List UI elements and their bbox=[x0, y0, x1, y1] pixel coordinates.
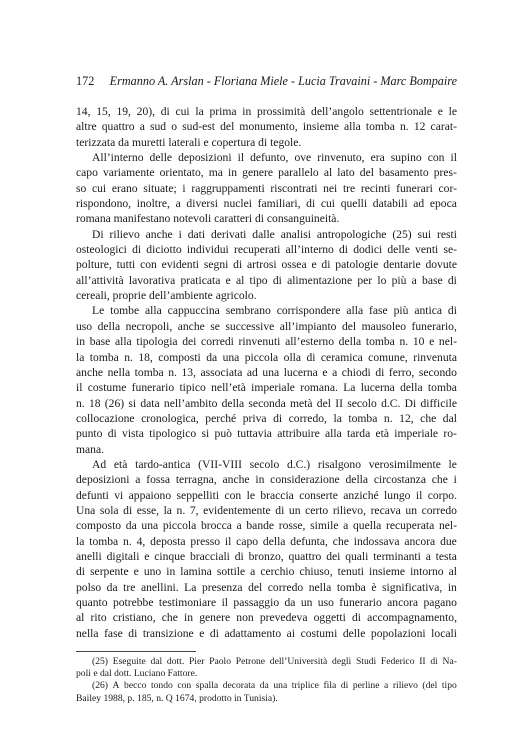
body-line: romana manifestano notevoli caratteri di consanguineità. bbox=[76, 212, 340, 226]
body-line: 14, 15, 19, 20), di cui la prima in prossimità dell’angolo settentrionale e le bbox=[76, 105, 457, 118]
body-line: Una sola di esse, la n. 7, evidentemente di un certo rilievo, recava un corredo bbox=[76, 503, 457, 517]
body-line: anelli digitali e cinque bracciali di bronzo, quattro dei quali terminanti a testa bbox=[76, 549, 457, 563]
body-line: Le tombe alla cappuccina sembrano corrispondere alla fase più antica di bbox=[92, 304, 457, 318]
body-text bbox=[76, 104, 457, 641]
body-line: composto da una piccola brocca a bande rosse, simile a quella recuperata nel- bbox=[76, 519, 457, 533]
body-line: so cui erano situate; i raggruppamenti riscontrati nei tre recinti funerari cor- bbox=[76, 181, 457, 195]
body-line: Di rilievo anche i dati derivati dalle analisi antropologiche (25) sui resti bbox=[92, 227, 457, 241]
body-line: nella fase di transizione e di adattamento ai costumi delle popolazioni locali bbox=[76, 626, 457, 640]
body-line: osteologici di diciotto individui recuperati all’interno di dodici delle venti se- bbox=[76, 243, 457, 257]
body-line: la tomba n. 4, deposta presso il capo della defunta, che indossava ancora due bbox=[76, 534, 457, 548]
footnote-line: Bailey 1988, p. 185, n. Q 1674, prodotto in Tunisia). bbox=[76, 692, 278, 704]
footnote-separator bbox=[76, 651, 196, 652]
body-line: polso da tre anellini. La presenza del corredo nella tomba è significativa, in bbox=[76, 580, 457, 594]
body-line: uso della necropoli, anche se successive all’impianto del mausoleo funerario, bbox=[76, 319, 457, 333]
page-number: 172 bbox=[76, 74, 95, 88]
body-line: anche nella tomba n. 13, associata ad una lucerna e a chiodi di ferro, secondo bbox=[76, 365, 457, 379]
body-line: in base alla tipologia dei corredi rinvenuti all’esterno della tomba n. 10 e nel- bbox=[76, 335, 457, 349]
body-line: polture, tutti con evidenti segni di artrosi ossea e di patologie dentarie dovute bbox=[76, 258, 457, 272]
body-line: defunti vi appaiono seppelliti con le braccia conserte anziché lungo il corpo. bbox=[76, 488, 457, 502]
footnote-line: (26) A becco tondo con spalla decorata da una triplice fila di perline a rilievo (del tipo bbox=[92, 680, 457, 692]
body-line: al rito cristiano, che in genere non prevedeva oggetti di accompagnamento, bbox=[76, 611, 457, 625]
body-line: di serpente e uno in lamina sottile a cerchio chiuso, tenuti insieme intorno al bbox=[76, 565, 457, 579]
body-line: deposizioni a fossa terragna, anche in considerazione della circostanza che i bbox=[76, 473, 457, 487]
body-line: capo variamente orientato, ma in genere parallelo al lato del basamento pres- bbox=[76, 166, 457, 180]
body-line: quanto potrebbe testimoniare il passaggio da un uso funerario ancora pagano bbox=[76, 596, 457, 609]
body-line: terizzata da muretti laterali e copertura di tegole. bbox=[76, 135, 302, 149]
body-line: il costume funerario tipico nell’età imperiale romana. La lucerna della tomba bbox=[76, 381, 457, 395]
body-line: cereali, proprie dell’ambiente agricolo. bbox=[76, 289, 257, 303]
footnote-line: poli e dal dott. Luciano Fattore. bbox=[76, 668, 198, 680]
body-line: collocazione cronologica, perché priva di corredo, la tomba n. 12, che dal bbox=[76, 411, 457, 425]
body-line: rispondono, inoltre, a diversi nuclei familiari, di cui quelli databili ad epoca bbox=[76, 197, 457, 211]
body-line: all’attività lavorativa praticata e al tipo di alimentazione per lo più a base di bbox=[76, 273, 457, 287]
body-line: All’interno delle deposizioni il defunto, ove rinvenuto, era supino con il bbox=[92, 151, 457, 165]
footnotes bbox=[76, 656, 457, 705]
body-line: altre quattro a sud o sud-est del monumento, insieme alla tomba n. 12 carat- bbox=[76, 120, 457, 134]
body-line: punto di vista tipologico si può tuttavia attribuire alla tarda età imperiale ro- bbox=[76, 427, 457, 441]
body-line: mana. bbox=[76, 442, 105, 456]
running-header bbox=[76, 74, 457, 90]
body-line: Ad età tardo-antica (VII-VIII secolo d.C.) risalgono verosimilmente le bbox=[92, 457, 457, 471]
body-line: la tomba n. 18, composti da una piccola olla di ceramica comune, rinvenuta bbox=[76, 350, 457, 364]
running-header-authors: Ermanno A. Arslan - Floriana Miele - Lucia Travaini - Marc Bompaire bbox=[109, 74, 457, 88]
footnote-line: (25) Eseguite dal dott. Pier Paolo Petrone dell’Università degli Studi Federico II di Na- bbox=[92, 656, 457, 667]
body-line: n. 18 (26) si data nell’ambito della seconda metà del II secolo d.C. Di difficile bbox=[76, 396, 457, 410]
